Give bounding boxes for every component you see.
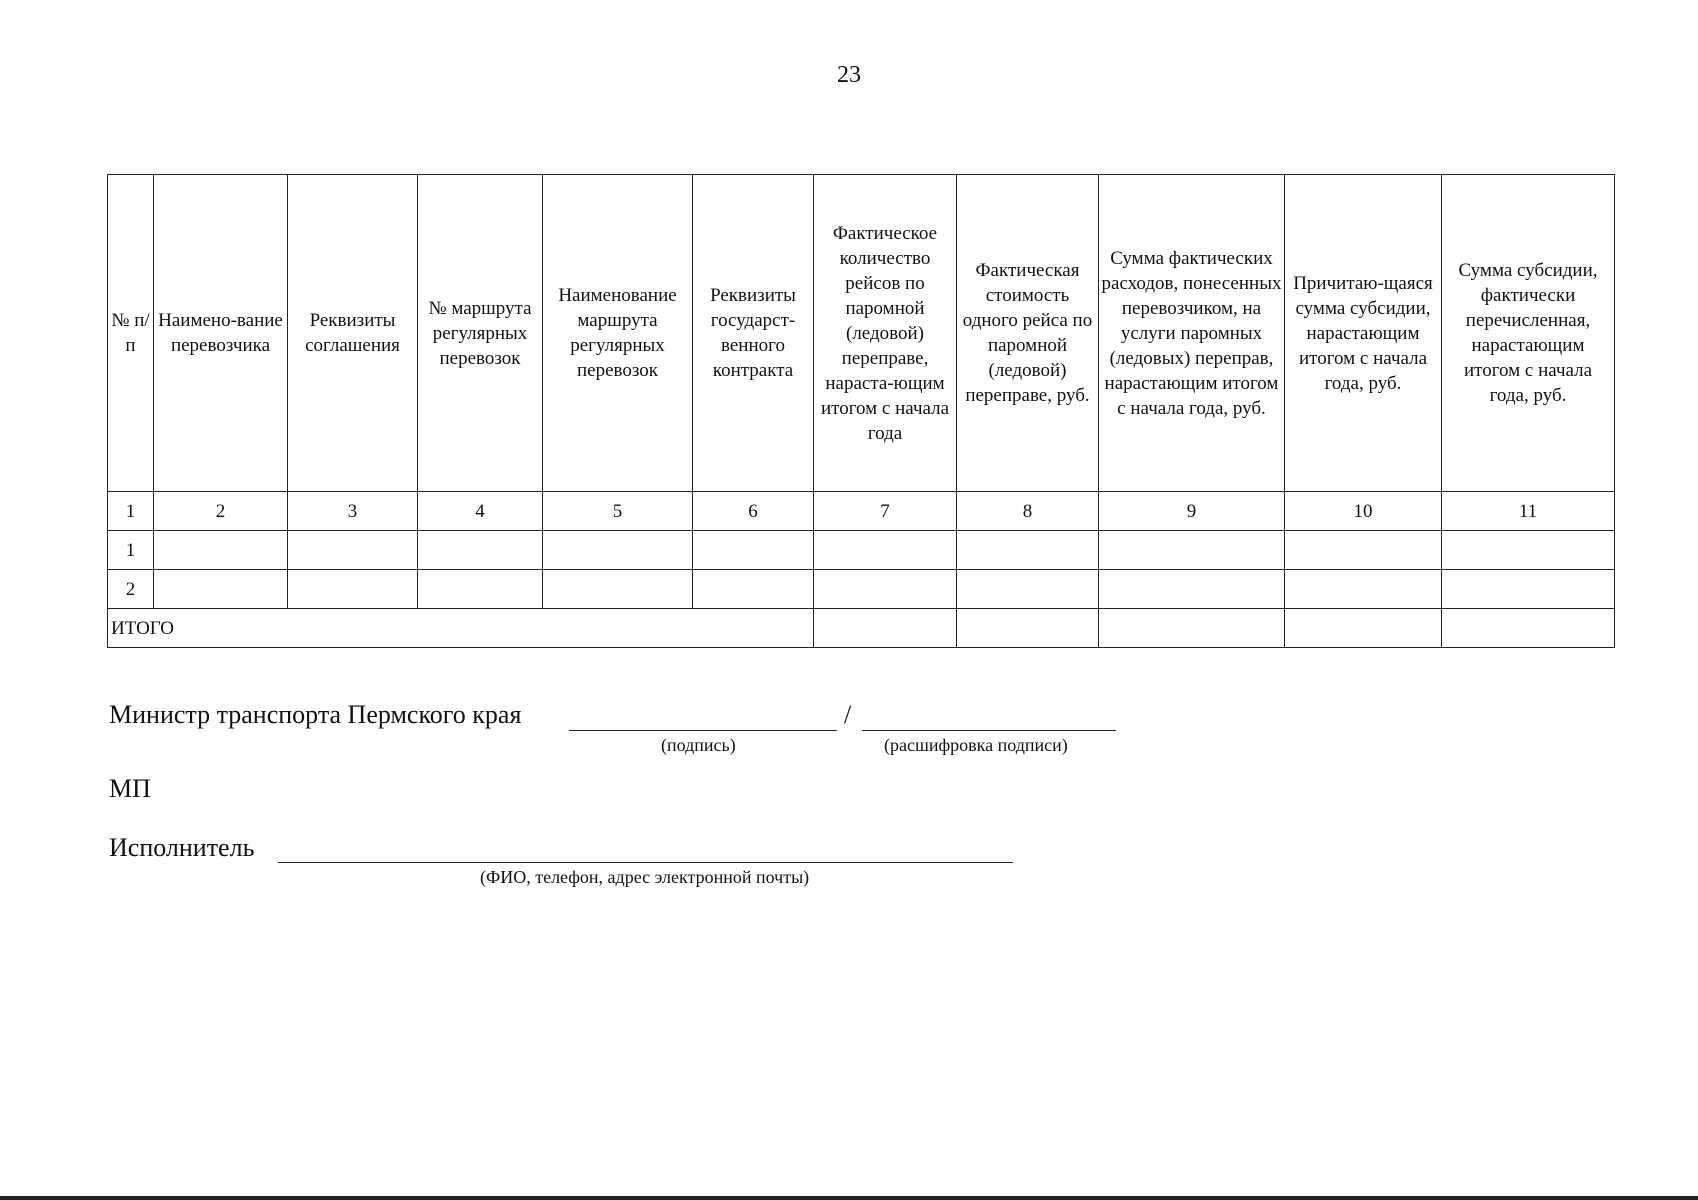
header-cell-trip-cost: Фактическая стоимость одного рейса по паромной (ледовой) переправе, руб. — [957, 175, 1099, 492]
total-label: ИТОГО — [108, 609, 814, 648]
column-number-cell: 8 — [957, 492, 1099, 531]
empty-cell — [693, 531, 814, 570]
signature-caption: (подпись) — [661, 735, 736, 755]
empty-cell — [154, 570, 288, 609]
header-row — [108, 175, 1615, 492]
header-cell-contract: Реквизиты государст-венного контракта — [693, 175, 814, 492]
column-number-cell: 11 — [1442, 492, 1615, 531]
column-number-cell: 7 — [814, 492, 957, 531]
executor-label: Исполнитель — [109, 833, 255, 862]
total-row — [108, 609, 1615, 648]
empty-cell — [957, 570, 1099, 609]
empty-cell — [1442, 531, 1615, 570]
stamp-place: МП — [109, 774, 151, 803]
empty-cell — [1442, 570, 1615, 609]
empty-cell — [1442, 609, 1615, 648]
column-number-cell: 6 — [693, 492, 814, 531]
empty-cell — [1285, 531, 1442, 570]
empty-cell — [1285, 570, 1442, 609]
header-cell-route-name: Наименование маршрута регулярных перевозок — [543, 175, 693, 492]
signatory-title: Министр транспорта Пермского края — [109, 700, 522, 729]
signature-decode-line — [862, 730, 1116, 731]
page-bottom-border — [0, 1196, 1698, 1200]
empty-cell — [543, 570, 693, 609]
empty-cell — [957, 531, 1099, 570]
row-number-cell: 1 — [108, 531, 154, 570]
header-cell-carrier: Наимено-вание перевозчика — [154, 175, 288, 492]
empty-cell — [418, 570, 543, 609]
column-number-cell: 3 — [288, 492, 418, 531]
empty-cell — [154, 531, 288, 570]
executor-line — [278, 862, 1013, 863]
table-row — [108, 531, 1615, 570]
header-cell-due-subsidy: Причитаю-щаяся сумма субсидии, нарастающим итогом с начала года, руб. — [1285, 175, 1442, 492]
empty-cell — [693, 570, 814, 609]
empty-cell — [1099, 531, 1285, 570]
column-number-cell: 4 — [418, 492, 543, 531]
header-cell-trip-count: Фактическое количество рейсов по паромной (ледовой) переправе, нараста-ющим итогом с начала года — [814, 175, 957, 492]
column-number-cell: 10 — [1285, 492, 1442, 531]
empty-cell — [814, 609, 957, 648]
executor-caption: (ФИО, телефон, адрес электронной почты) — [480, 867, 810, 887]
empty-cell — [543, 531, 693, 570]
report-table — [107, 174, 1615, 648]
empty-cell — [288, 531, 418, 570]
column-number-cell: 5 — [543, 492, 693, 531]
header-cell-total-expenses: Сумма фактических расходов, понесенных перевозчиком, на услуги паромных (ледовых) переправ, нарастающим итогом с начала года, руб. — [1099, 175, 1285, 492]
empty-cell — [814, 531, 957, 570]
table-row — [108, 570, 1615, 609]
row-number-cell: 2 — [108, 570, 154, 609]
header-cell-num: № п/п — [108, 175, 154, 492]
signature-decode-caption: (расшифровка подписи) — [884, 735, 1068, 755]
header-cell-route-number: № маршрута регулярных перевозок — [418, 175, 543, 492]
signature-line — [569, 730, 837, 731]
empty-cell — [1099, 609, 1285, 648]
empty-cell — [1099, 570, 1285, 609]
empty-cell — [957, 609, 1099, 648]
page-number: 23 — [837, 62, 861, 88]
empty-cell — [418, 531, 543, 570]
column-number-row — [108, 492, 1615, 531]
header-cell-paid-subsidy: Сумма субсидии, фактически перечисленная, нарастающим итогом с начала года, руб. — [1442, 175, 1615, 492]
empty-cell — [814, 570, 957, 609]
column-number-cell: 2 — [154, 492, 288, 531]
empty-cell — [288, 570, 418, 609]
column-number-cell: 9 — [1099, 492, 1285, 531]
signature-separator: / — [844, 700, 852, 729]
empty-cell — [1285, 609, 1442, 648]
column-number-cell: 1 — [108, 492, 154, 531]
header-cell-agreement: Реквизиты соглашения — [288, 175, 418, 492]
